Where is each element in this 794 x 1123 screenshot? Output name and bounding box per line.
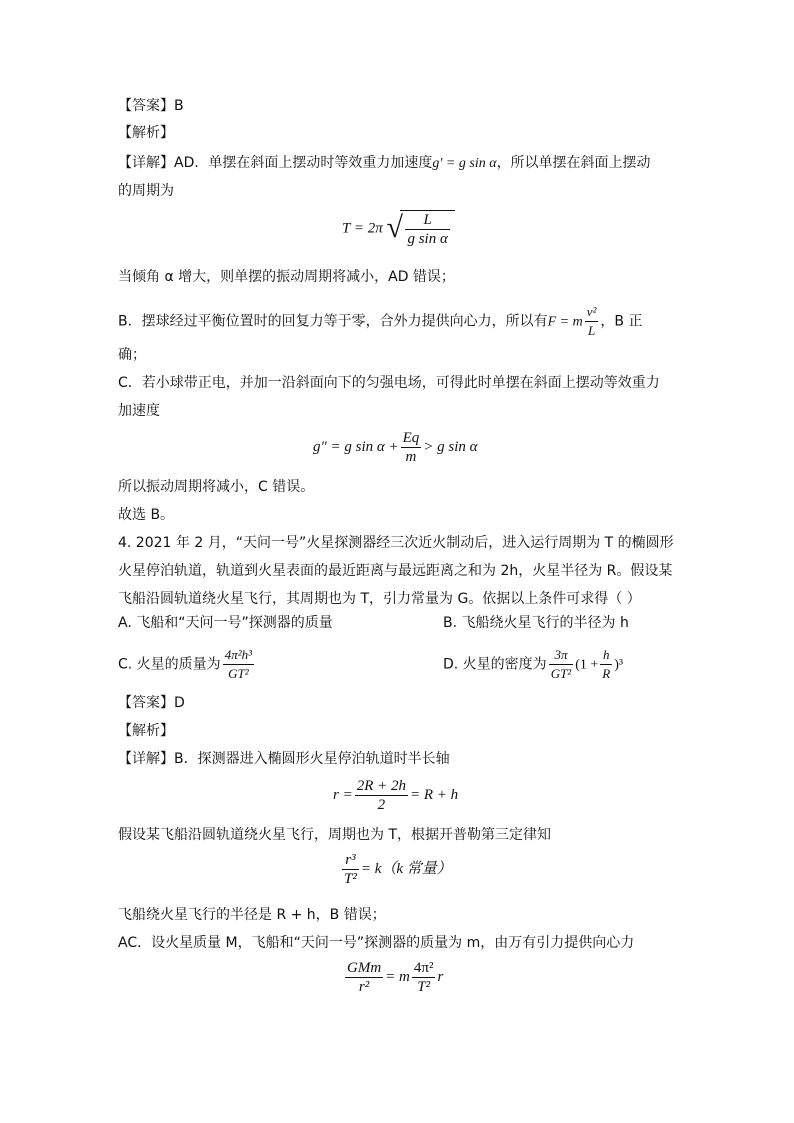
option-c-den: GT² <box>228 666 249 681</box>
option-b: B. 飞船绕火星飞行的半径为 h <box>443 615 629 631</box>
option-d-inner-num: h <box>600 646 612 665</box>
equation-kepler-third-law <box>340 851 452 888</box>
line-b-prefix: B．摆球经过平衡位置时的回复力等于零，合外力提供向心力，所以有 <box>118 313 548 330</box>
equation-period <box>342 210 455 248</box>
eq-r-lhs: r = <box>333 786 353 803</box>
eq-r-den: 2 <box>377 797 386 813</box>
equation-gravitation <box>343 959 443 996</box>
option-d-paren: (1 + <box>575 657 599 673</box>
analysis-label-2: 【解析】 <box>118 723 174 739</box>
eq-r-num: 2R + 2h <box>356 778 407 794</box>
line-c-end: 所以振动周期将减小，C 错误。 <box>118 479 315 495</box>
option-d-prefix: D. 火星的密度为 <box>443 656 547 673</box>
eq-grav-den2: T² <box>417 979 431 995</box>
detail-line-1-cont: 的周期为 <box>118 183 174 199</box>
option-d-inner-den: R <box>602 666 611 681</box>
line-angle: 当倾角 α 增大，则单摆的振动周期将减小，AD 错误； <box>118 269 455 285</box>
line-b-suffix: ，B 正 <box>600 313 643 330</box>
option-a: A. 飞船和“天问一号”探测器的质量 <box>118 615 333 631</box>
line-ac: AC．设火星质量 M，飞船和“天问一号”探测器的质量为 m，由万有引力提供向心力 <box>118 935 635 951</box>
question-4-line-2: 火星停泊轨道，轨道到火星表面的最近距离与最远距离之和为 2h，火星半径为 R。假设某 <box>118 563 673 579</box>
period-den: g sin α <box>407 231 448 247</box>
line-b-lhs: F = m <box>547 314 583 330</box>
answer-label-1: 【答案】B <box>118 98 184 114</box>
answer-label-2: 【答案】D <box>118 695 185 711</box>
option-d-den: GT² <box>550 666 572 681</box>
line-b-den: L <box>587 323 596 338</box>
eq-k-num: r³ <box>342 851 359 870</box>
eq-grav-den1: r² <box>358 979 370 995</box>
equation-period-lhs: T = 2π <box>342 220 383 237</box>
period-num: L <box>405 211 449 230</box>
option-d <box>443 646 623 683</box>
line-b-num: v² <box>585 303 599 322</box>
sqrt-symbol: √ $\frac{L}{\text{g sin α}}$ <box>386 210 454 248</box>
eq-grav-mid: = m <box>385 968 410 985</box>
eq-grav-tail: r <box>437 968 444 985</box>
option-c-prefix: C. 火星的质量为 <box>118 656 221 673</box>
detail-suffix: ，所以单摆在斜面上摆动 <box>496 155 651 171</box>
line-c-cont: 加速度 <box>118 403 160 419</box>
equation-g-double-prime <box>313 429 478 466</box>
detail-prefix: 【详解】AD．单摆在斜面上摆动时等效重力加速度 <box>118 155 433 171</box>
line-c: C．若小球带正电，并加一沿斜面向下的匀强电场，可得此时单摆在斜面上摆动等效重力 <box>118 375 660 391</box>
equation-semi-major-axis <box>333 777 458 814</box>
eq-r-rhs: = R + h <box>410 786 459 803</box>
line-b-cont: 确； <box>118 347 146 363</box>
eq-grav-num2: 4π² <box>413 960 434 976</box>
eq-g2-lhs: g″ = g sin α + <box>313 438 399 455</box>
detail-line-1 <box>118 153 651 174</box>
eq-g2-num: Eq <box>402 430 420 446</box>
option-c <box>118 646 256 683</box>
option-c-num: 4π²h³ <box>223 646 254 665</box>
eq-g2-den: m <box>405 449 417 465</box>
question-4-line-1: 4. 2021 年 2 月，“天问一号”火星探测器经三次近火制动后，进入运行周期为 T 的椭圆形 <box>118 535 674 551</box>
eq-grav-num1: GMm <box>347 960 382 976</box>
option-d-num: 3π <box>549 646 574 665</box>
eq-k-den: T² <box>344 871 357 887</box>
question-4-line-3: 飞船沿圆轨道绕火星飞行，其周期也为 T，引力常量为 G。依据以上条件可求得（ ） <box>118 591 641 607</box>
detail-line-2: 【详解】B．探测器进入椭圆形火星停泊轨道时半长轴 <box>118 751 450 767</box>
formula-effective-gravity: g′ = g sin α <box>432 156 497 171</box>
line-b <box>118 303 642 340</box>
line-radius: 飞船绕火星飞行的半径是 R + h，B 错误； <box>118 907 386 923</box>
eq-g2-rhs: > g sin α <box>423 438 478 455</box>
eq-k-rhs: = k（k 常量） <box>360 860 452 877</box>
option-d-tail: )³ <box>614 657 624 673</box>
line-choose: 故选 B。 <box>118 507 175 523</box>
line-kepler: 假设某飞船沿圆轨道绕火星飞行，周期也为 T，根据开普勒第三定律知 <box>118 827 552 843</box>
analysis-label-1: 【解析】 <box>118 125 174 141</box>
